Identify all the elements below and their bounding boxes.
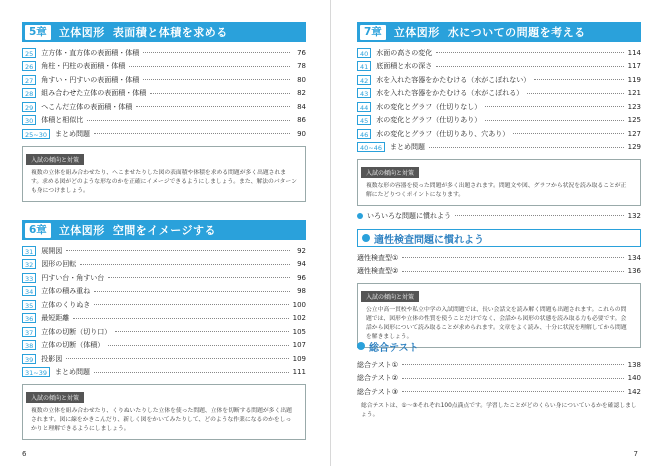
lesson-title: 立体の積み重ね xyxy=(41,287,91,296)
lesson-title: 投影図 xyxy=(41,354,63,363)
lesson-title: 水の変化とグラフ（仕切りあり、穴あり） xyxy=(376,129,510,138)
lesson-number: 43 xyxy=(357,88,371,98)
chapter-5-rows xyxy=(22,46,306,141)
leader-dots xyxy=(108,277,290,278)
note-label: 入試の傾向と対策 xyxy=(26,392,84,403)
lesson-title: 水を入れた容器をかたむける（水がこぼれない） xyxy=(376,75,531,84)
leader-dots xyxy=(66,250,290,251)
lesson-number: 44 xyxy=(357,102,371,112)
toc-row xyxy=(22,127,306,141)
bullet-icon xyxy=(362,234,370,242)
leader-dots xyxy=(94,304,288,305)
note-label: 入試の傾向と対策 xyxy=(361,291,419,302)
lesson-title: 水を入れた容器をかたむける（水がこぼれる） xyxy=(376,89,524,98)
lesson-number: 27 xyxy=(22,75,36,85)
aptitude-header xyxy=(357,229,641,247)
various-problems-page: 132 xyxy=(627,211,641,220)
toc-row xyxy=(22,100,306,114)
leader-dots xyxy=(485,106,623,107)
leader-dots xyxy=(402,391,624,392)
leader-dots xyxy=(150,93,290,94)
leader-dots xyxy=(94,133,290,134)
leader-dots xyxy=(402,378,624,379)
lesson-number: 31~39 xyxy=(22,367,50,377)
lesson-title: まとめ問題 xyxy=(390,143,425,152)
leader-dots xyxy=(455,215,624,216)
chapter-7-header xyxy=(357,22,641,42)
bullet-icon xyxy=(357,342,365,350)
leader-dots xyxy=(436,66,623,67)
chapter-6-title: 立体図形 空間をイメージする xyxy=(58,224,216,237)
bullet-icon xyxy=(357,213,363,219)
lesson-title: 立方体・直方体の表面積・体積 xyxy=(41,48,140,57)
lesson-page: 78 xyxy=(297,62,306,71)
aptitude-section xyxy=(357,229,641,348)
lesson-title: 体積と相似比 xyxy=(41,116,84,125)
leader-dots xyxy=(143,79,290,80)
leader-dots xyxy=(87,120,290,121)
toc-row xyxy=(22,60,306,74)
chapter-6-header xyxy=(22,220,306,240)
lesson-title: 立体の切断（体積） xyxy=(41,341,105,350)
lesson-page: 96 xyxy=(297,273,306,282)
chapter-6-label: 6章 xyxy=(25,223,51,238)
lesson-page: 84 xyxy=(297,102,306,111)
leader-dots xyxy=(402,364,624,365)
lesson-page: 111 xyxy=(292,368,306,377)
lesson-number: 26 xyxy=(22,61,36,71)
lesson-page: 98 xyxy=(297,287,306,296)
total-test-header xyxy=(357,338,641,354)
leader-dots xyxy=(485,120,623,121)
leader-dots xyxy=(436,52,623,53)
toc-row xyxy=(22,298,306,312)
chapter-7-rows xyxy=(357,46,641,154)
lesson-title: 総合テスト② xyxy=(357,374,398,383)
chapter-7-label: 7章 xyxy=(360,25,386,40)
lesson-page: 80 xyxy=(297,75,306,84)
toc-row xyxy=(357,100,641,114)
lesson-page: 90 xyxy=(297,129,306,138)
lesson-page: 123 xyxy=(627,102,641,111)
lesson-page: 109 xyxy=(292,354,306,363)
chapter-5-header xyxy=(22,22,306,42)
toc-row xyxy=(22,285,306,299)
various-problems-row xyxy=(357,209,641,222)
leader-dots xyxy=(534,79,623,80)
lesson-page: 117 xyxy=(627,62,641,71)
leader-dots xyxy=(94,372,289,373)
note-text: 複数な形の容器を使った問題が多く出題されます。問題文や図、グラフから状況を読み取ることが正解にたどりつくポイントになります。 xyxy=(366,183,627,198)
chapter-6-note xyxy=(22,384,306,440)
lesson-page: 121 xyxy=(627,89,641,98)
lesson-page: 82 xyxy=(297,89,306,98)
toc-row xyxy=(22,339,306,353)
lesson-number: 34 xyxy=(22,286,36,296)
lesson-page: 114 xyxy=(627,48,641,57)
leader-dots xyxy=(66,358,288,359)
lesson-page: 107 xyxy=(292,341,306,350)
lesson-page: 138 xyxy=(627,360,641,369)
lesson-page: 129 xyxy=(627,143,641,152)
note-text: 複数の立体を組み合わせたり、へこませたりした図の表面積や体積を求める問題が多く出題されます。求める図がどのような形なのかを正確にイメージできるようにしましょう。また、解法のパターンも身につけましょう。 xyxy=(31,169,297,194)
lesson-title: 角柱・円柱の表面積・体積 xyxy=(41,62,126,71)
lesson-page: 94 xyxy=(297,260,306,269)
lesson-number: 46 xyxy=(357,129,371,139)
lesson-page: 136 xyxy=(627,267,641,276)
lesson-page: 134 xyxy=(627,253,641,262)
lesson-title: 展開図 xyxy=(41,246,63,255)
lesson-title: へこんだ立体の表面積・体積 xyxy=(41,102,133,111)
leader-dots xyxy=(80,264,290,265)
lesson-title: 総合テスト③ xyxy=(357,387,398,396)
leader-dots xyxy=(429,147,624,148)
toc-row xyxy=(22,258,306,272)
lesson-number: 38 xyxy=(22,340,36,350)
chapter-7-section xyxy=(357,22,641,206)
lesson-number: 25 xyxy=(22,48,36,58)
toc-row xyxy=(357,127,641,141)
various-problems-section xyxy=(357,209,641,222)
lesson-number: 39 xyxy=(22,354,36,364)
toc-row xyxy=(357,141,641,155)
chapter-5-section xyxy=(22,22,306,202)
lesson-number: 41 xyxy=(357,61,371,71)
lesson-title: 水面の高さの変化 xyxy=(376,48,433,57)
toc-row xyxy=(22,244,306,258)
toc-row xyxy=(357,114,641,128)
lesson-title: 立体の切断（切り口） xyxy=(41,327,112,336)
lesson-number: 30 xyxy=(22,115,36,125)
lesson-number: 35 xyxy=(22,300,36,310)
total-test-title: 総合テスト xyxy=(369,342,419,354)
toc-row xyxy=(357,87,641,101)
lesson-page: 86 xyxy=(297,116,306,125)
lesson-page: 76 xyxy=(297,48,306,57)
toc-row xyxy=(22,325,306,339)
lesson-page: 119 xyxy=(627,75,641,84)
leader-dots xyxy=(527,93,623,94)
lesson-title: 水の変化とグラフ（仕切りあり） xyxy=(376,116,482,125)
lesson-title: 組み合わせた立体の表面積・体積 xyxy=(41,89,147,98)
lesson-title: 総合テスト① xyxy=(357,360,398,369)
note-text: 公立中高一貫校や私立中学の入試問題では、長い会話文を読み解く問題も出題されます。これらの問題では、図形や立体の性質を使うことだけでなく、会話から図形の状態を読み取る力も必要です。会話から図形について読み取ることが求められます。文章をよく読み、十分に状況を理解してから問題を解きましょう。 xyxy=(366,307,627,340)
lesson-page: 140 xyxy=(627,374,641,383)
toc-row xyxy=(357,60,641,74)
lesson-page: 92 xyxy=(297,246,306,255)
lesson-number: 37 xyxy=(22,327,36,337)
leader-dots xyxy=(402,257,623,258)
page-number: 7 xyxy=(633,450,638,458)
leader-dots xyxy=(143,52,290,53)
leader-dots xyxy=(94,291,290,292)
toc-row xyxy=(357,385,641,399)
lesson-page: 102 xyxy=(292,314,306,323)
toc-row xyxy=(22,366,306,380)
lesson-title: 適性検査型① xyxy=(357,253,399,262)
chapter-5-note xyxy=(22,146,306,202)
toc-row xyxy=(22,46,306,60)
toc-row xyxy=(357,46,641,60)
lesson-number: 36 xyxy=(22,313,36,323)
toc-row xyxy=(22,73,306,87)
note-label: 入試の傾向と対策 xyxy=(361,167,419,178)
toc-row xyxy=(357,265,641,279)
total-test-section xyxy=(357,338,641,420)
toc-row xyxy=(22,312,306,326)
right-page xyxy=(330,0,660,466)
lesson-number: 31 xyxy=(22,246,36,256)
lesson-number: 28 xyxy=(22,88,36,98)
lesson-title: 立体のくりぬき xyxy=(41,300,91,309)
toc-row xyxy=(22,87,306,101)
toc-row xyxy=(357,73,641,87)
lesson-number: 25~30 xyxy=(22,129,50,139)
lesson-number: 42 xyxy=(357,75,371,85)
aptitude-rows xyxy=(357,251,641,278)
lesson-number: 40~46 xyxy=(357,142,385,152)
toc-row xyxy=(357,358,641,372)
toc-row xyxy=(22,114,306,128)
lesson-title: 水の変化とグラフ（仕切りなし） xyxy=(376,102,482,111)
leader-dots xyxy=(402,271,623,272)
chapter-6-section xyxy=(22,220,306,440)
leader-dots xyxy=(73,318,288,319)
page-number: 6 xyxy=(22,450,27,458)
total-test-rows xyxy=(357,358,641,399)
lesson-title: 適性検査型② xyxy=(357,267,399,276)
lesson-page: 142 xyxy=(627,387,641,396)
lesson-page: 105 xyxy=(292,327,306,336)
lesson-number: 45 xyxy=(357,115,371,125)
lesson-title: 底面積と水の深さ xyxy=(376,62,433,71)
leader-dots xyxy=(115,331,288,332)
lesson-number: 29 xyxy=(22,102,36,112)
leader-dots xyxy=(129,66,290,67)
total-test-text: 総合テストは、①〜③それぞれ100点満点です。学習したことがどのくらい身についているかを確認しましょう。 xyxy=(361,402,637,418)
leader-dots xyxy=(108,345,288,346)
various-problems-title: いろいろな問題に慣れよう xyxy=(367,211,451,220)
lesson-page: 127 xyxy=(627,129,641,138)
chapter-5-title: 立体図形 表面積と体積を求める xyxy=(58,26,228,39)
aptitude-title: 適性検査問題に慣れよう xyxy=(374,234,484,246)
chapter-6-rows xyxy=(22,244,306,379)
lesson-title: まとめ問題 xyxy=(55,129,90,138)
lesson-page: 100 xyxy=(292,300,306,309)
lesson-title: 最短距離 xyxy=(41,314,70,323)
toc-row xyxy=(22,352,306,366)
chapter-5-label: 5章 xyxy=(25,25,51,40)
lesson-page: 125 xyxy=(627,116,641,125)
leader-dots xyxy=(513,133,623,134)
toc-row xyxy=(357,251,641,265)
lesson-number: 32 xyxy=(22,259,36,269)
toc-row xyxy=(357,372,641,386)
toc-row xyxy=(22,271,306,285)
lesson-title: 図形の回転 xyxy=(41,260,77,269)
lesson-number: 33 xyxy=(22,273,36,283)
lesson-title: まとめ問題 xyxy=(55,368,90,377)
lesson-title: 角すい・円すいの表面積・体積 xyxy=(41,75,140,84)
note-text: 複数の立体を組み合わせたり、くりぬいたりした立体を使った問題、立体を切断する問題が多く出題されます。図に線をかきこんだり、新しく図をかいてみたりして、どのような作業になるのかをしっかりと理解できるようにしましょう。 xyxy=(31,408,292,432)
lesson-title: 円すい台・角すい台 xyxy=(41,273,105,282)
chapter-7-note xyxy=(357,159,641,206)
note-label: 入試の傾向と対策 xyxy=(26,154,84,165)
leader-dots xyxy=(136,106,290,107)
lesson-number: 40 xyxy=(357,48,371,58)
chapter-7-title: 立体図形 水についての問題を考える xyxy=(393,26,586,39)
